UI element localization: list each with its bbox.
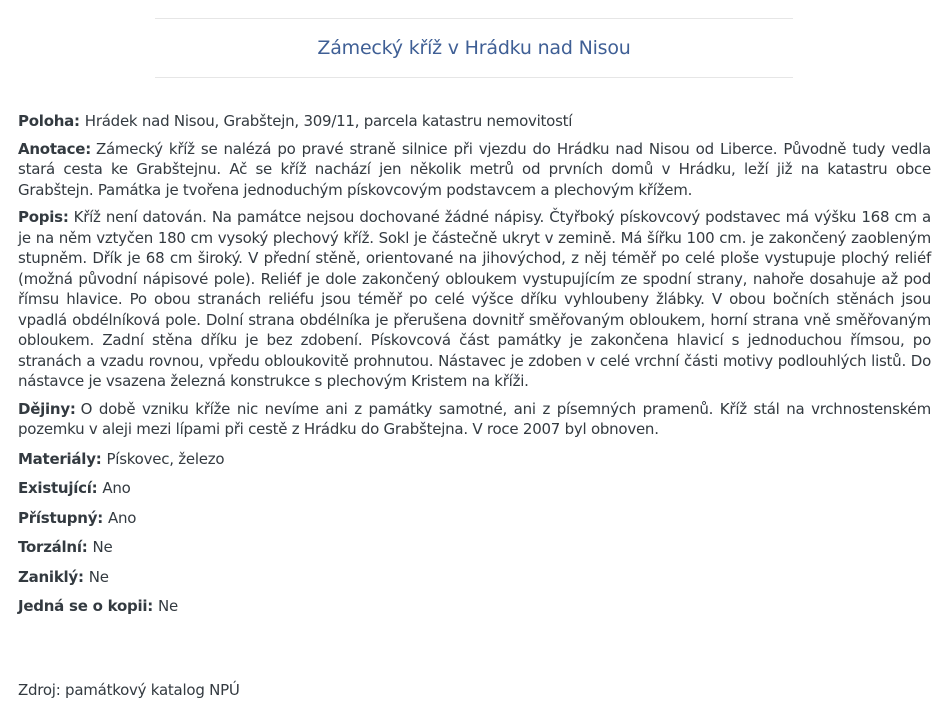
field-value: Ano [102,479,131,497]
source-note: Zdroj: památkový katalog NPÚ [18,681,240,699]
field-value: Hrádek nad Nisou, Grabštejn, 309/11, parcela katastru nemovitostí [84,112,573,130]
field-label: Poloha: [18,112,80,130]
field-existujici [18,478,931,508]
field-label: Existující: [18,479,98,497]
title-bar [155,18,793,78]
field-value: Ne [92,538,113,556]
field-popis [18,207,931,392]
field-label: Jedná se o kopii: [18,597,154,615]
field-label: Anotace: [18,139,91,158]
field-value: Ne [88,567,109,586]
field-label: Dějiny: [18,399,76,418]
field-label: Přístupný: [18,508,104,527]
field-torzalni [18,537,931,567]
field-kopie [18,596,931,626]
monument-details [18,111,931,626]
field-dejiny [18,399,931,440]
field-value: Ne [158,597,178,615]
field-value: Ano [108,508,137,527]
field-materialy [18,449,931,479]
field-label: Zaniklý: [18,567,84,586]
page-title: Zámecký kříž v Hrádku nad Nisou [317,37,631,59]
field-anotace [18,139,931,201]
field-label: Popis: [18,208,69,226]
field-value: Pískovec, železo [106,449,225,468]
field-value: O době vzniku kříže nic nevíme ani z památky samotné, ani z písemných pramenů. Kříž stál na vrchnostenském pozemku v aleji mezi lípami při cestě z Hrádku do Grabštejna. V roce 2007 byl obnoven. [18,399,931,438]
field-zanikly [18,567,931,597]
field-label: Materiály: [18,449,102,468]
field-value: Zámecký kříž se nalézá po pravé straně silnice při vjezdu do Hrádku nad Nisou od Liberce. Původně tudy vedla stará cesta ke Grabštejnu. Ač se kříž nachází jen několik metrů od prvních domů v Hrádku, leží již na katastru obce Grabštejn. Památka je tvořena jednoduchým pískovcovým podstavcem a plechovým křížem. [18,139,931,199]
field-value: Kříž není datován. Na památce nejsou dochované žádné nápisy. Čtyřboký pískovcový podstavec má výšku 168 cm a je na něm vztyčen 180 cm vysoký plechový kříž. Sokl je částečně ukryt v zemině. Má šířku 100 cm. je zakončený zaobleným stupněm. Dřík je 68 cm široký. V přední stěně, orientované na jihovýchod, z něj téměř po celé ploše vystupuje plochý reliéf (možná původní nápisové pole). Reliéf je dole zakončený obloukem vystupujícím ze spodní strany, nahoře dosahuje až pod římsu hlavice. Po obou stranách reliéfu jsou téměř po celé výšce dříku vyhloubeny žlábky. V obou bočních stěnách jsou vpadlá obdélníková pole. Dolní strana obdélníka je přerušena dovnitř směřovaným obloukem, horní strana vně směřovaným obloukem. Zadní stěna dříku je bez zdobení. Pískovcová část památky je zakončena hlavicí s jednoduchou římsou, po stranách a vzadu rovnou, vpředu obloukovitě prohnutou. Nástavec je zdoben v celé vrchní části motivy podlouhlých listů. Do nástavce je vsazena železná konstrukce s plechovým Kristem na kříži. [18,208,931,390]
field-pristupny [18,508,931,538]
field-label: Torzální: [18,538,88,556]
field-poloha [18,111,931,132]
